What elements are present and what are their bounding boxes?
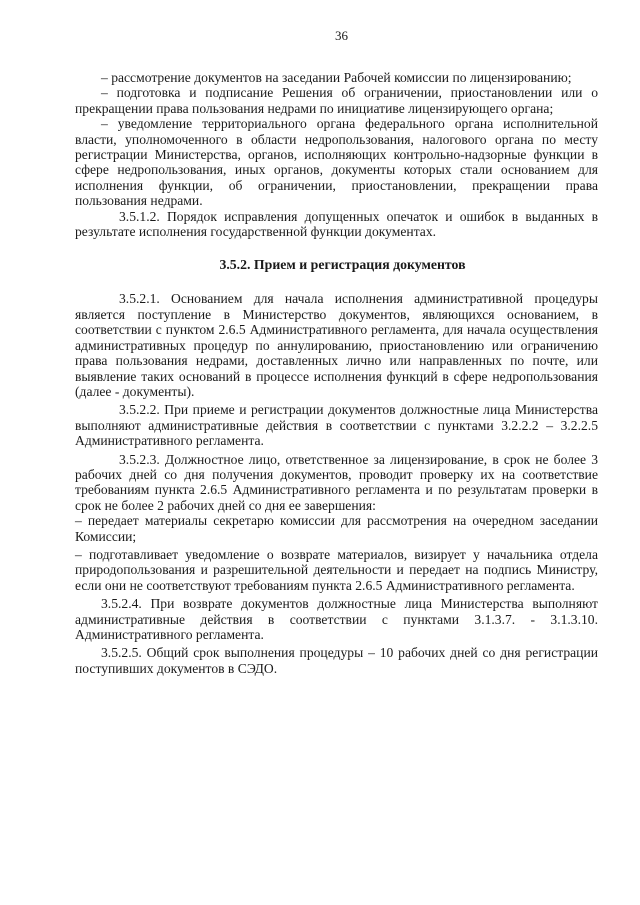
list-item: – подготовка и подписание Решения об ограничении, приостановлении или о прекращении права пользования недрами по инициативе лицензирующего органа; [75, 85, 598, 116]
section-heading: 3.5.2. Прием и регистрация документов [219, 257, 466, 273]
paragraph-3-5-2-1: 3.5.2.1. Основанием для начала исполнения административной процедуры является поступление в Министерство документов, являющихся основанием, в соответствии с пунктом 2.6.5 Административного регламента, для начала осуществления административных процедур по аннулированию, приостановлению или ограничению права пользования недрами, доставленных лично или направленных по почте, или выявление таких оснований в процессе исполнения функций в сфере недропользования (далее - документы). [75, 291, 598, 399]
list-item: – передает материалы секретарю комиссии для рассмотрения на очередном заседании Комиссии; [75, 513, 598, 544]
paragraph-3-5-2-4: 3.5.2.4. При возврате документов должностные лица Министерства выполняют административные действия в соответствии с пунктами 3.1.3.7. - 3.1.3.10. Административного регламента. [75, 596, 598, 642]
list-item: – уведомление территориального органа федерального органа исполнительной власти, уполномоченного в области недропользования, налогового органа по месту регистрации Министерства, органов, исполняющих контрольно-надзорные функции в сфере недропользования, иных органов, документы которых стали основанием для исполнения функции, об ограничении, приостановлении, прекращении права пользования недрами. [75, 116, 598, 209]
paragraph-3-5-1-2: 3.5.1.2. Порядок исправления допущенных опечаток и ошибок в выданных в результате исполнения государственной функции документах. [75, 208, 598, 240]
paragraph-3-5-2-5: 3.5.2.5. Общий срок выполнения процедуры – 10 рабочих дней со дня регистрации поступивших документов в СЭДО. [75, 645, 598, 676]
paragraph-3-5-2-3: 3.5.2.3. Должностное лицо, ответственное за лицензирование, в срок не более 3 рабочих дней со дня получения документов, проводит проверку их на соответствие требованиям пункта 2.6.5 Административного регламента и по результатам проверки в срок не более 2 рабочих дней со дня ее завершения: [75, 451, 598, 513]
paragraph-3-5-2-2: 3.5.2.2. При приеме и регистрации документов должностные лица Министерства выполняют административные действия в соответствии с пунктами 3.2.2.2 – 3.2.2.5 Административного регламента. [75, 402, 598, 449]
page-number: 36 [335, 28, 348, 43]
list-item: – рассмотрение документов на заседании Рабочей комиссии по лицензированию; [101, 70, 572, 85]
list-item: – подготавливает уведомление о возврате материалов, визирует у начальника отдела природопользования и разрешительной деятельности и передает на подпись Министру, если они не соответствуют требованиям пункта 2.6.5 Административного регламента. [75, 546, 598, 593]
